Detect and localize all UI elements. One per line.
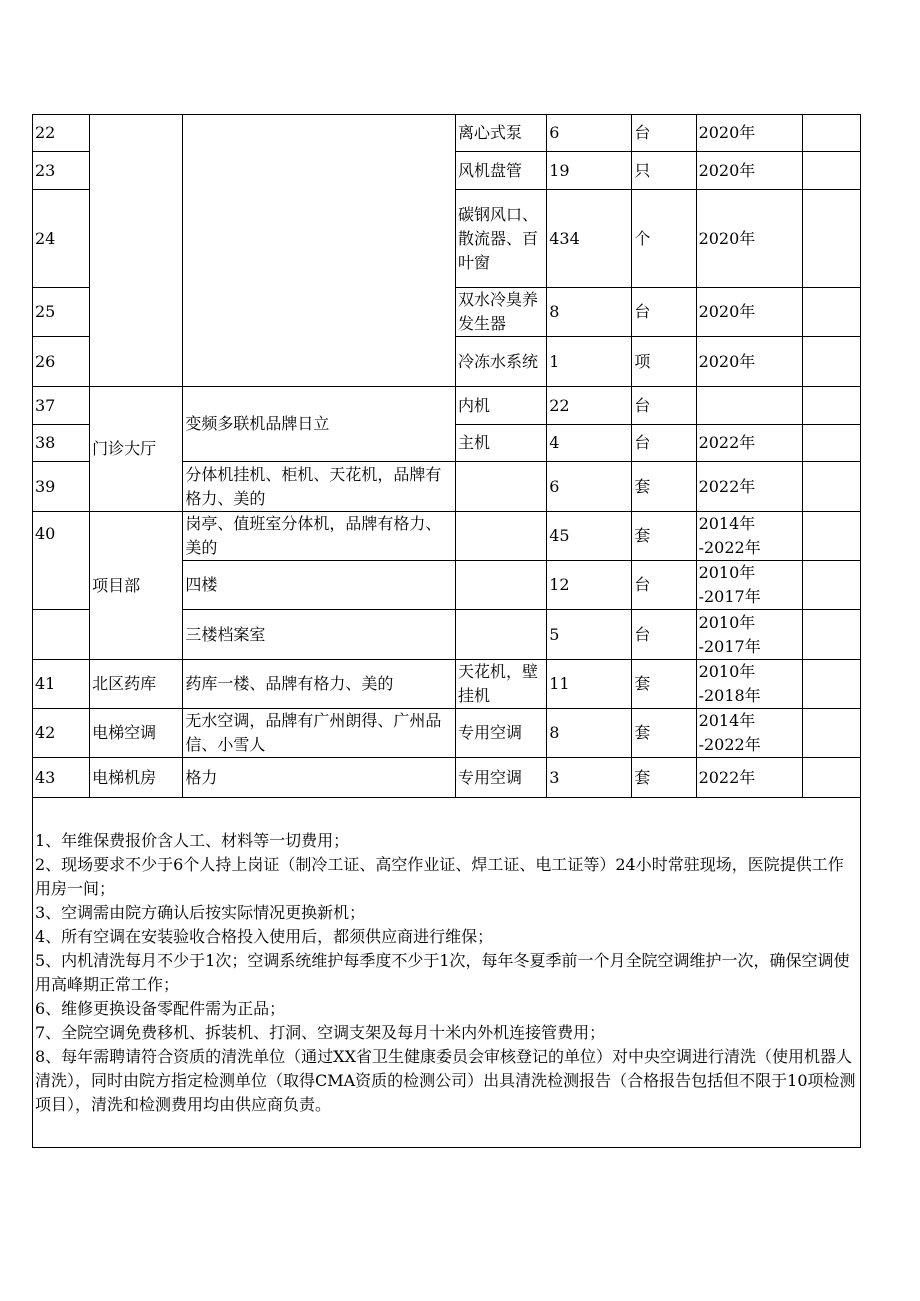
unit-cell: 台 [632, 561, 696, 610]
unit-cell: 套 [632, 462, 696, 512]
description-cell: 药库一楼、品牌有格力、美的 [183, 660, 456, 709]
year-cell: 2020年 [696, 337, 802, 387]
year-cell [696, 709, 802, 758]
description-cell: 变频多联机品牌日立 [183, 387, 456, 462]
year-cell: 2020年 [696, 288, 802, 337]
location-cell: 门诊大厅 [90, 387, 183, 512]
description-cell: 岗亭、值班室分体机，品牌有格力、美的 [183, 512, 456, 561]
unit-cell: 项 [632, 337, 696, 387]
unit-cell: 台 [632, 288, 696, 337]
table-row [33, 709, 861, 758]
location-cell: 电梯机房 [90, 758, 183, 798]
remark-cell [802, 561, 860, 610]
year-cell [696, 387, 802, 425]
quantity-cell: 6 [547, 462, 632, 512]
quantity-cell: 3 [547, 758, 632, 798]
note-item: 2、现场要求不少于6个人持上岗证（制冷工证、高空作业证、焊工证、电工证等）24小时常驻现场，医院提供工作用房一间； [35, 854, 844, 898]
row-number: 40 [33, 512, 90, 610]
item-cell: 专用空调 [456, 758, 547, 798]
remark-cell [802, 387, 860, 425]
remark-cell [802, 190, 860, 288]
year-start: 2010年 [698, 612, 756, 632]
year-cell: 2022年 [696, 425, 802, 462]
description-cell: 分体机挂机、柜机、天花机，品牌有格力、美的 [183, 462, 456, 512]
location-cell: 北区药库 [90, 660, 183, 709]
item-cell: 双水冷臭养发生器 [456, 288, 547, 337]
remark-cell [802, 337, 860, 387]
unit-cell: 台 [632, 610, 696, 660]
note-item: 7、全院空调免费移机、拆装机、打洞、空调支架及每月十米内外机连接管费用； [35, 1022, 606, 1042]
unit-cell: 套 [632, 709, 696, 758]
year-start: 2010年 [698, 563, 756, 582]
year-cell: 2020年 [696, 115, 802, 152]
row-number: 41 [33, 660, 90, 709]
year-cell: 2020年 [696, 190, 802, 288]
remark-cell [802, 288, 860, 337]
quantity-cell: 22 [547, 387, 632, 425]
note-item: 3、空调需由院方确认后按实际情况更换新机； [35, 902, 366, 922]
description-cell: 格力 [183, 758, 456, 798]
item-cell: 专用空调 [456, 709, 547, 758]
note-item: 8、每年需聘请符合资质的清洗单位（通过XX省卫生健康委员会审核登记的单位）对中央空调进行清洗（使用机器人清洗），同时由院方指定检测单位（取得CMA资质的检测公司）出具清洗检测报告（合格报告包括但不限于10项检测项目），清洗和检测费用均由供应商负责。 [35, 1046, 856, 1114]
quantity-cell: 8 [547, 709, 632, 758]
description-cell: 三楼档案室 [183, 610, 456, 660]
notes-cell [33, 798, 861, 1148]
row-number: 38 [33, 425, 90, 462]
remark-cell [802, 610, 860, 660]
row-number: 39 [33, 462, 90, 512]
item-cell [456, 462, 547, 512]
note-item: 1、年维保费报价含人工、材料等一切费用； [35, 830, 350, 850]
quantity-cell: 434 [547, 190, 632, 288]
table-row [33, 387, 861, 425]
year-cell: 2022年 [696, 758, 802, 798]
remark-cell [802, 425, 860, 462]
year-cell [696, 561, 802, 610]
year-cell [696, 660, 802, 709]
row-number: 22 [33, 115, 90, 152]
quantity-cell: 6 [547, 115, 632, 152]
table-row [33, 512, 861, 561]
location-cell: 项目部 [90, 512, 183, 660]
year-start: 2014年 [698, 514, 756, 533]
row-number: 42 [33, 709, 90, 758]
remark-cell [802, 758, 860, 798]
quantity-cell: 11 [547, 660, 632, 709]
quantity-cell: 1 [547, 337, 632, 387]
remark-cell [802, 512, 860, 561]
equipment-table [32, 114, 861, 1148]
row-number: 25 [33, 288, 90, 337]
quantity-cell: 12 [547, 561, 632, 610]
unit-cell: 个 [632, 190, 696, 288]
year-cell: 2022年 [696, 462, 802, 512]
remark-cell [802, 462, 860, 512]
note-item: 5、内机清洗每月不少于1次；空调系统维护每季度不少于1次，每年冬夏季前一个月全院空调维护一次，确保空调使用高峰期正常工作； [35, 950, 850, 994]
notes-row [33, 798, 861, 1148]
quantity-cell: 4 [547, 425, 632, 462]
remark-cell [802, 115, 860, 152]
remark-cell [802, 152, 860, 190]
table-row [33, 115, 861, 152]
remark-cell [802, 660, 860, 709]
item-cell: 内机 [456, 387, 547, 425]
row-number [33, 610, 90, 660]
item-cell: 主机 [456, 425, 547, 462]
unit-cell: 台 [632, 387, 696, 425]
row-number: 23 [33, 152, 90, 190]
item-cell [456, 512, 547, 561]
note-item: 6、维修更换设备零配件需为正品； [35, 998, 286, 1018]
unit-cell: 套 [632, 758, 696, 798]
unit-cell: 台 [632, 115, 696, 152]
location-cell: 电梯空调 [90, 709, 183, 758]
unit-cell: 套 [632, 660, 696, 709]
description-cell [183, 115, 456, 387]
item-cell [456, 610, 547, 660]
item-cell: 离心式泵 [456, 115, 547, 152]
unit-cell: 套 [632, 512, 696, 561]
year-cell [696, 610, 802, 660]
description-cell: 四楼 [183, 561, 456, 610]
year-start: 2014年 [698, 711, 756, 730]
year-end: -2017年 [698, 636, 761, 656]
year-start: 2010年 [698, 662, 756, 681]
remark-cell [802, 709, 860, 758]
item-cell: 冷冻水系统 [456, 337, 547, 387]
quantity-cell: 19 [547, 152, 632, 190]
quantity-cell: 8 [547, 288, 632, 337]
year-end: -2018年 [698, 686, 761, 705]
year-end: -2017年 [698, 587, 761, 606]
quantity-cell: 5 [547, 610, 632, 660]
row-number: 24 [33, 190, 90, 288]
unit-cell: 台 [632, 425, 696, 462]
item-cell: 天花机，壁挂机 [456, 660, 547, 709]
location-cell [90, 115, 183, 387]
year-cell: 2020年 [696, 152, 802, 190]
item-cell [456, 561, 547, 610]
row-number: 37 [33, 387, 90, 425]
year-cell [696, 512, 802, 561]
description-cell: 无水空调，品牌有广州朗得、广州品信、小雪人 [183, 709, 456, 758]
year-end: -2022年 [698, 735, 761, 754]
item-cell: 风机盘管 [456, 152, 547, 190]
table-row [33, 758, 861, 798]
row-number: 43 [33, 758, 90, 798]
row-number: 26 [33, 337, 90, 387]
unit-cell: 只 [632, 152, 696, 190]
note-item: 4、所有空调在安装验收合格投入使用后，都须供应商进行维保； [35, 926, 494, 946]
quantity-cell: 45 [547, 512, 632, 561]
table-row [33, 660, 861, 709]
item-cell: 碳钢风口、散流器、百叶窗 [456, 190, 547, 288]
year-end: -2022年 [698, 538, 761, 557]
